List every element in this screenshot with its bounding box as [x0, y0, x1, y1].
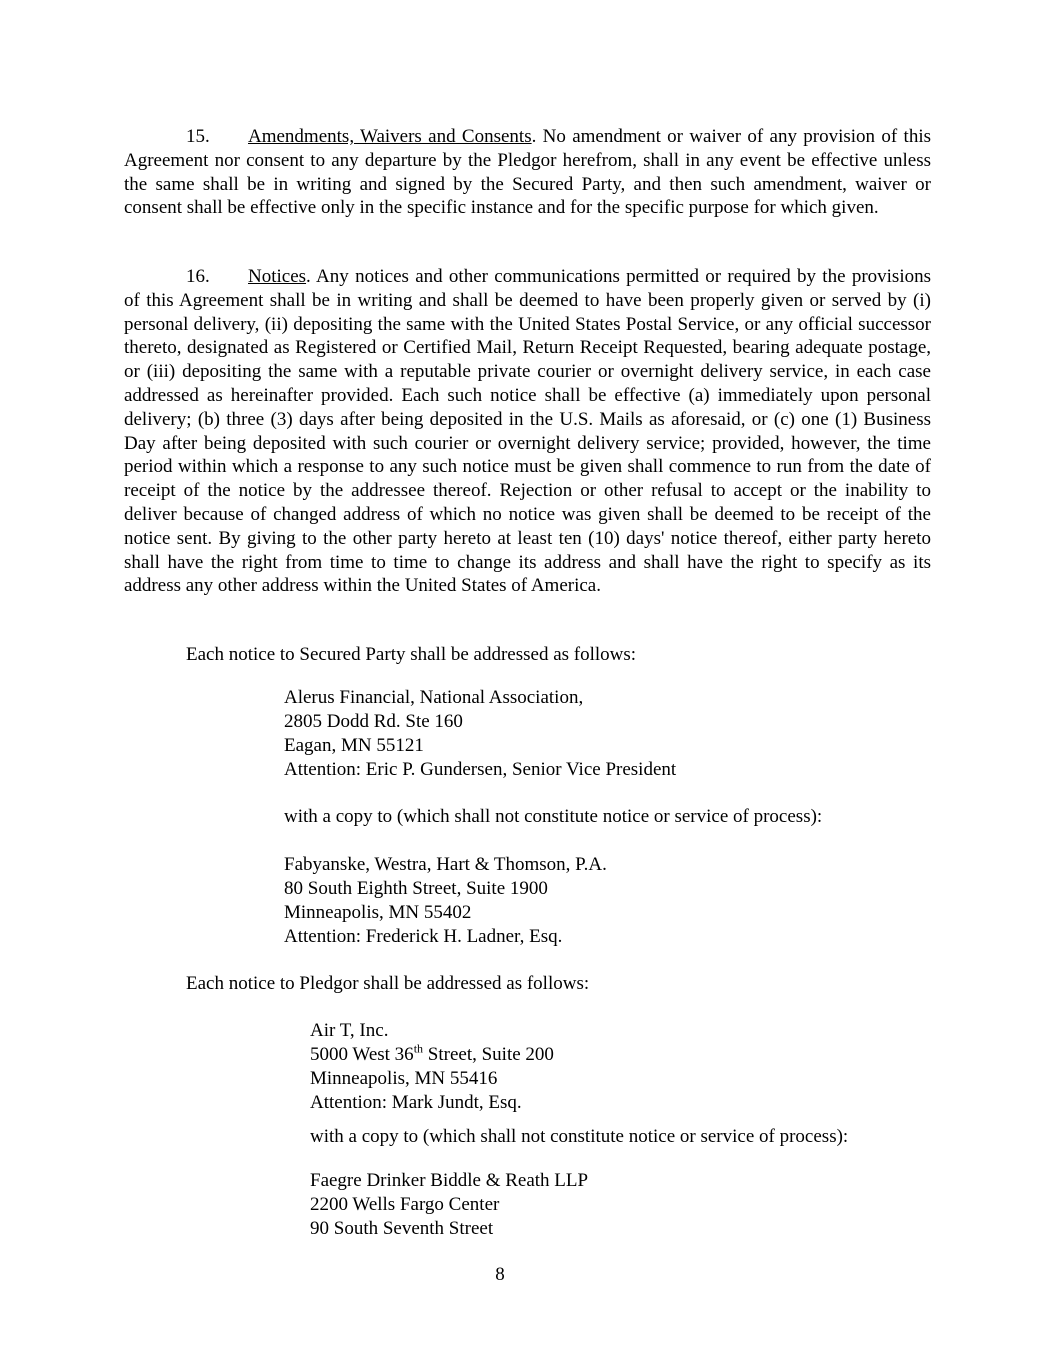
- address-line: 2805 Dodd Rd. Ste 160: [284, 711, 463, 732]
- section-15: [124, 125, 931, 220]
- address-line: Attention: Eric P. Gundersen, Senior Vice President: [284, 759, 677, 780]
- section-heading: Notices: [248, 266, 307, 287]
- address-line: Alerus Financial, National Association,: [284, 687, 584, 708]
- secured-party-address: [284, 686, 676, 782]
- section-heading: Amendments, Waivers and Consents: [248, 126, 532, 147]
- address-line: Fabyanske, Westra, Hart & Thomson, P.A.: [284, 854, 607, 875]
- address-line: Attention: Frederick H. Ladner, Esq.: [284, 926, 563, 947]
- address-line: Attention: Mark Jundt, Esq.: [310, 1092, 522, 1113]
- section-body: . Any notices and other communications permitted or required by the provisions of this Agreement shall be in writing and shall be deemed to have been properly given or served by (i) personal delivery, (ii) depositing the same with the United States Postal Service, or any official successor thereto, designated as Registered or Certified Mail, Return Receipt Requested, bearing adequate postage, or (iii) depositing the same with a reputable private courier or overnight delivery service, in each case addressed as hereinafter provided. Each such notice shall be effective (a) immediately upon personal delivery; (b) three (3) days after being deposited in the U.S. Mails as aforesaid, or (c) one (1) Business Day after being deposited with such courier or overnight delivery service; provided, however, the time period within which a response to any such notice must be given shall commence to run from the date of receipt of the notice by the addressee thereof. Rejection or other refusal to accept or the inability to deliver because of changed address of which no notice was given shall be deemed to be receipt of the notice sent. By giving to the other party hereto at least ten (10) days' notice thereof, either party hereto shall have the right from time to time to change its address and shall have the right to specify as its address any other address within the United States of America.: [124, 266, 931, 597]
- pledgor-copy-note: with a copy to (which shall not constitute notice or service of process):: [310, 1126, 849, 1147]
- address-line: Minneapolis, MN 55402: [284, 902, 472, 923]
- address-line: Faegre Drinker Biddle & Reath LLP: [310, 1170, 589, 1191]
- address-line: 2200 Wells Fargo Center: [310, 1194, 500, 1215]
- pledgor-intro: Each notice to Pledgor shall be addressed as follows:: [186, 973, 590, 994]
- pledgor-copy-address: [310, 1169, 588, 1241]
- address-line: Air T, Inc.: [310, 1020, 389, 1041]
- address-line: Eagan, MN 55121: [284, 735, 424, 756]
- section-number: 16.: [186, 266, 210, 287]
- secured-party-intro: Each notice to Secured Party shall be addressed as follows:: [186, 644, 637, 665]
- pledgor-address: [310, 1019, 554, 1115]
- page-number: 8: [495, 1264, 505, 1285]
- secured-party-copy-note: with a copy to (which shall not constitute notice or service of process):: [284, 806, 823, 827]
- secured-party-copy-address: [284, 853, 607, 949]
- section-16: [124, 265, 931, 598]
- address-line: 80 South Eighth Street, Suite 1900: [284, 878, 548, 899]
- address-line: 5000 West 36th Street, Suite 200: [310, 1041, 554, 1065]
- section-number: 15.: [186, 126, 210, 147]
- address-line: 90 South Seventh Street: [310, 1218, 494, 1239]
- section-body: . No amendment or waiver of any provision of this Agreement nor consent to any departure by the Pledgor herefrom, shall in any event be effective unless the same shall be in writing and signed by the Secured Party, and then such amendment, waiver or consent shall be effective only in the specific instance and for the specific purpose for which given.: [124, 126, 931, 219]
- address-line: Minneapolis, MN 55416: [310, 1068, 498, 1089]
